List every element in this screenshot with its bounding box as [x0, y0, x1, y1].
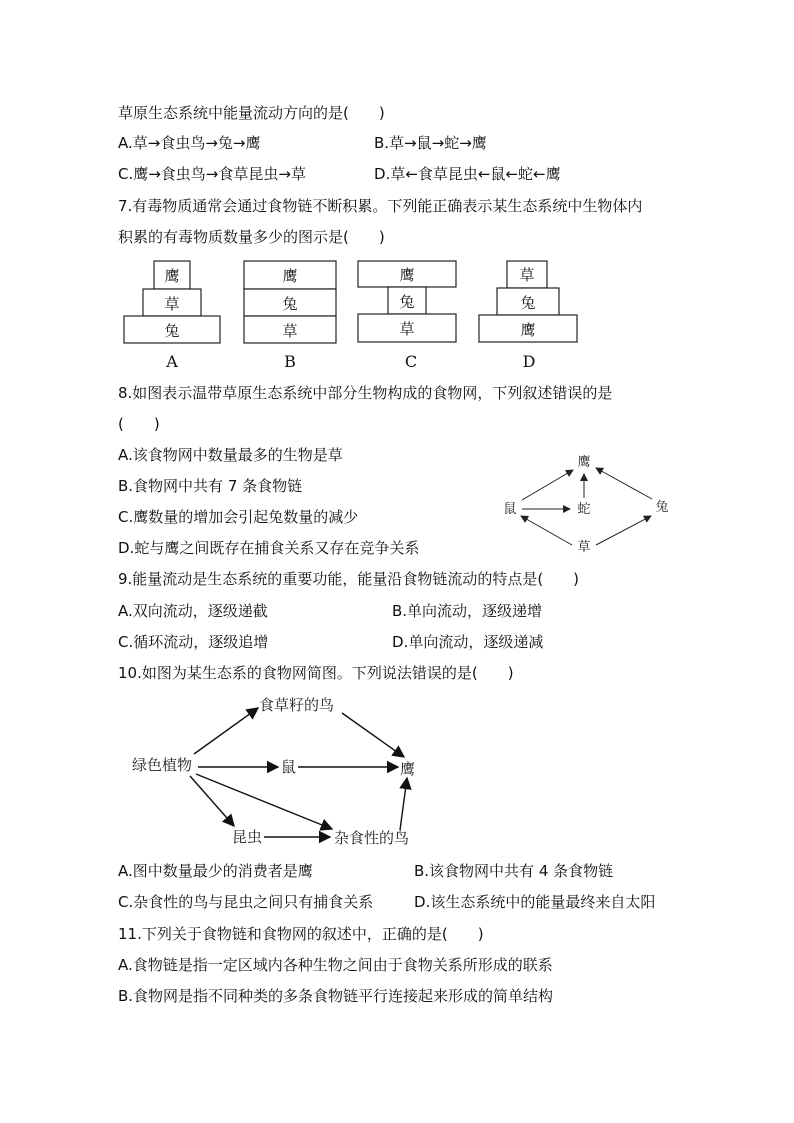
q7-b-top: 鹰: [282, 267, 298, 285]
q7-figure-a: [124, 261, 220, 371]
q7-figure-b: [244, 261, 336, 371]
q7-b-label: B: [284, 352, 296, 371]
q7-c-bottom: 草: [399, 320, 415, 338]
q10-arrow-plants-insect: [190, 776, 234, 826]
q7-pyramid-figures: [0, 0, 794, 380]
q10-option-c: C.杂食性的鸟与昆虫之间只有捕食关系: [118, 893, 374, 911]
q6-option-d: D.草←食草昆虫←鼠←蛇←鹰: [374, 165, 561, 183]
q7-b-bottom: 草: [282, 322, 298, 340]
q10-node-insect: 昆虫: [232, 828, 263, 846]
q9-stem: 9.能量流动是生态系统的重要功能，能量沿食物链流动的特点是( ): [118, 570, 580, 588]
q10-arrow-omnibird-eagle: [400, 778, 407, 830]
q10-node-seed-bird: 食草籽的鸟: [259, 696, 335, 714]
q11-stem: 11.下列关于食物链和食物网的叙述中，正确的是( ): [118, 925, 484, 943]
q7-stem-line2: 积累的有毒物质数量多少的图示是( ): [118, 228, 385, 246]
q7-d-bottom: 鹰: [520, 321, 536, 339]
q6-option-c: C.鹰→食虫鸟→食草昆虫→草: [118, 165, 306, 183]
q10-food-web: [120, 690, 440, 855]
q10-option-a: A.图中数量最少的消费者是鹰: [118, 862, 313, 880]
q8-option-c: C.鹰数量的增加会引起兔数量的减少: [118, 508, 359, 526]
q9-option-d: D.单向流动，逐级递减: [392, 633, 544, 651]
q7-c-mid: 兔: [399, 293, 415, 311]
q10-option-b: B.该食物网中共有 4 条食物链: [414, 862, 614, 880]
q7-c-top: 鹰: [399, 266, 415, 284]
q9-option-b: B.单向流动，逐级递增: [392, 602, 543, 620]
q8-stem-line1: 8.如图表示温带草原生态系统中部分生物构成的食物网，下列叙述错误的是: [118, 384, 613, 402]
q10-node-green-plants: 绿色植物: [132, 756, 193, 774]
q8-node-grass: 草: [577, 540, 591, 555]
q7-d-top: 草: [519, 266, 535, 284]
q10-arrow-seedbird-eagle: [342, 713, 404, 757]
q7-figure-d: [479, 261, 577, 371]
q7-figure-c: [358, 261, 456, 371]
q6-option-a: A.草→食虫鸟→兔→鹰: [118, 134, 261, 152]
q8-arrow-mouse-eagle: [522, 470, 573, 500]
q10-node-mouse: 鼠: [281, 758, 297, 776]
q10-node-eagle: 鹰: [400, 760, 416, 778]
q10-arrow-plants-omnibird: [196, 774, 332, 829]
q7-d-mid: 兔: [520, 294, 536, 312]
q9-option-c: C.循环流动，逐级追增: [118, 633, 269, 651]
q8-node-mouse: 鼠: [503, 502, 517, 517]
q10-node-omnivorous-bird: 杂食性的鸟: [334, 829, 410, 847]
q10-option-d: D.该生态系统中的能量最终来自太阳: [414, 893, 656, 911]
q8-arrow-grass-rabbit: [596, 516, 651, 545]
q7-stem-line1: 7.有毒物质通常会通过食物链不断积累。下列能正确表示某生态系统中生物体内: [118, 197, 643, 215]
q11-option-a: A.食物链是指一定区域内各种生物之间由于食物关系所形成的联系: [118, 956, 553, 974]
q7-c-label: C: [404, 352, 418, 371]
q7-b-mid: 兔: [282, 295, 298, 313]
q9-option-a: A.双向流动，逐级递截: [118, 602, 268, 620]
q8-arrow-grass-mouse: [521, 516, 572, 545]
q8-stem-line2: ( ): [118, 415, 160, 433]
q8-option-d: D.蛇与鹰之间既存在捕食关系又存在竞争关系: [118, 539, 420, 557]
q8-option-a: A.该食物网中数量最多的生物是草: [118, 446, 343, 464]
q7-a-mid: 草: [164, 295, 180, 313]
q8-food-web: [490, 448, 680, 558]
q10-arrow-plants-seedbird: [194, 708, 258, 754]
q7-d-label: D: [522, 352, 536, 371]
q6-stem: 草原生态系统中能量流动方向的是( ): [118, 104, 385, 122]
q8-node-snake: 蛇: [577, 502, 591, 517]
q7-a-top: 鹰: [164, 267, 180, 285]
q7-a-bottom: 兔: [164, 322, 180, 340]
q7-a-label: A: [166, 352, 178, 371]
q8-node-rabbit: 兔: [655, 500, 669, 515]
q8-arrow-rabbit-eagle: [596, 468, 652, 499]
q10-stem: 10.如图为某生态系的食物网简图。下列说法错误的是( ): [118, 664, 514, 682]
q11-option-b: B.食物网是指不同种类的多条食物链平行连接起来形成的简单结构: [118, 987, 554, 1005]
q6-option-b: B.草→鼠→蛇→鹰: [374, 134, 487, 152]
q8-node-eagle: 鹰: [577, 455, 591, 470]
q8-option-b: B.食物网中共有 7 条食物链: [118, 477, 303, 495]
